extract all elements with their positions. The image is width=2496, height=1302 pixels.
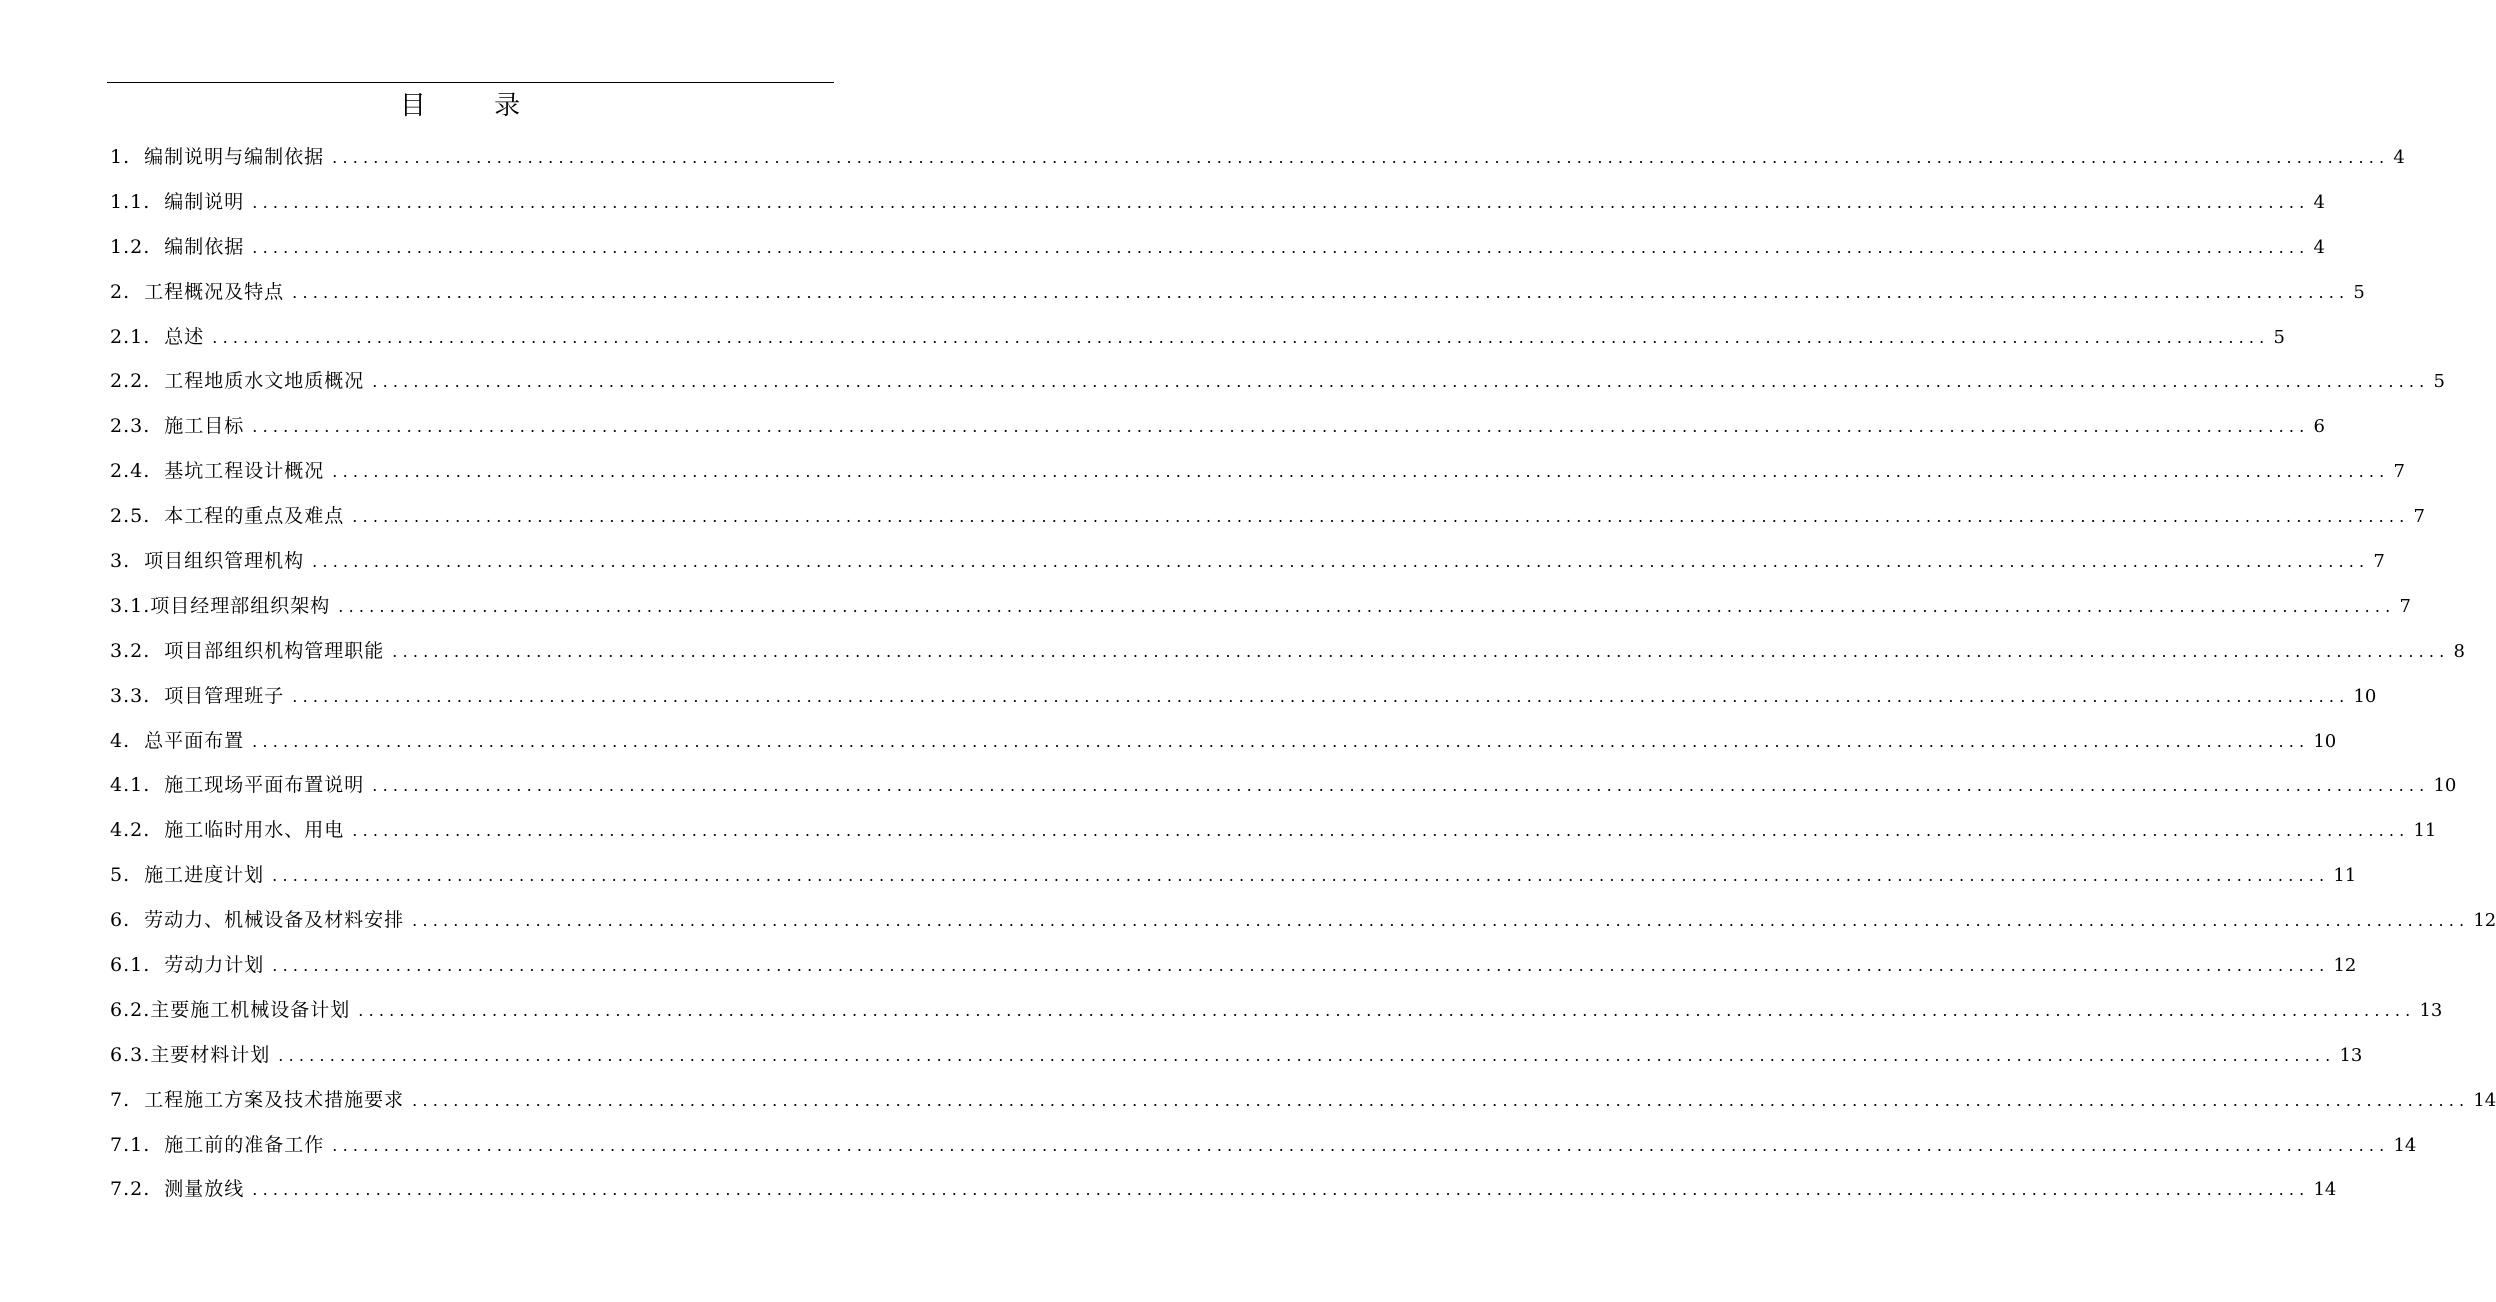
toc-entry-title: 施工进度计划 [144, 864, 265, 887]
toc-entry[interactable] [110, 455, 2405, 500]
toc-dot-leader: ........................................................................................................................................................................................................ [332, 148, 2390, 167]
toc-dot-leader: ........................................................................................................................................................................................................ [392, 641, 2450, 661]
toc-dot-leader: ........................................................................................................................................................................................................ [372, 776, 2430, 796]
toc-entry[interactable] [110, 141, 2405, 186]
toc-entry-title: 施工前的准备工作 [164, 1133, 325, 1156]
toc-entry-page-number: 11 [2413, 820, 2437, 842]
toc-entry-number: 3.1. [110, 594, 151, 617]
toc-entry-title: 施工现场平面布置说明 [164, 774, 365, 797]
toc-dot-leader: ........................................................................................................................................................................................................ [412, 911, 2470, 931]
toc-entry[interactable] [110, 814, 2437, 859]
toc-dot-leader: ........................................................................................................................................................................................................ [212, 327, 2270, 347]
toc-dot-leader: ........................................................................................................................................................................................................ [278, 1045, 2336, 1065]
toc-dot-leader: ........................................................................................................................................................................................................ [358, 1000, 2416, 1020]
toc-entry[interactable] [110, 994, 2443, 1039]
toc-entry-number: 5. [110, 864, 131, 887]
toc-entry[interactable] [110, 365, 2445, 410]
toc-entry-page-number: 5 [2353, 281, 2365, 303]
toc-entry-number: 3.2. [110, 639, 151, 662]
toc-dot-leader: ........................................................................................................................................................................................................ [252, 417, 2310, 437]
toc-entry[interactable] [110, 680, 2377, 725]
toc-dot-leader: ........................................................................................................................................................................................................ [272, 956, 2330, 976]
toc-entry-title: 项目经理部组织架构 [150, 594, 331, 617]
toc-entry-page-number: 12 [2333, 955, 2357, 977]
toc-entry-title: 项目组织管理机构 [144, 550, 305, 573]
toc-entry[interactable] [110, 276, 2365, 321]
toc-entry[interactable] [110, 949, 2357, 994]
toc-entry-number: 2.5. [110, 505, 151, 528]
toc-entry[interactable] [110, 500, 2425, 545]
toc-entry[interactable] [110, 1173, 2337, 1218]
toc-entry-page-number: 7 [2399, 595, 2411, 617]
toc-entry-title: 主要材料计划 [150, 1043, 271, 1066]
toc-entry-number: 1. [110, 146, 131, 168]
toc-entry-page-number: 13 [2339, 1044, 2363, 1066]
toc-dot-leader: ........................................................................................................................................................................................................ [252, 731, 2310, 751]
toc-entry-title: 施工临时用水、用电 [164, 819, 345, 842]
toc-entry[interactable] [110, 1129, 2417, 1174]
toc-entry-title: 劳动力、机械设备及材料安排 [144, 909, 405, 932]
toc-entry-number: 2.1. [110, 325, 151, 348]
toc-entry-page-number: 7 [2393, 461, 2405, 483]
toc-entry-number: 4. [110, 729, 131, 752]
toc-entry-page-number: 10 [2313, 730, 2337, 752]
toc-entry-title: 工程施工方案及技术措施要求 [144, 1088, 405, 1111]
toc-dot-leader: ........................................................................................................................................................................................................ [338, 596, 2396, 616]
toc-dot-leader: ........................................................................................................................................................................................................ [252, 192, 2310, 212]
toc-entry[interactable] [110, 1084, 2496, 1129]
toc-dot-leader: ........................................................................................................................................................................................................ [352, 507, 2410, 527]
toc-dot-leader: ........................................................................................................................................................................................................ [292, 686, 2350, 706]
toc-entry-title: 项目管理班子 [164, 684, 285, 707]
toc-entry-number: 6.1. [110, 954, 151, 977]
toc-entry-title: 工程概况及特点 [144, 280, 285, 303]
toc-entry-page-number: 14 [2473, 1089, 2496, 1111]
toc-dot-leader: ........................................................................................................................................................................................................ [252, 1180, 2310, 1200]
toc-dot-leader: ........................................................................................................................................................................................................ [352, 821, 2410, 841]
toc-entry-page-number: 4 [2313, 236, 2325, 258]
toc-entry-page-number: 4 [2313, 191, 2325, 213]
toc-entry-title: 工程地质水文地质概况 [164, 370, 365, 393]
toc-dot-leader: ........................................................................................................................................................................................................ [332, 1135, 2390, 1155]
toc-entry[interactable] [110, 859, 2357, 904]
toc-entry[interactable] [110, 231, 2325, 276]
toc-entry-title: 主要施工机械设备计划 [150, 998, 351, 1021]
toc-entry-title: 总述 [164, 325, 205, 348]
toc-entry-page-number: 14 [2313, 1179, 2337, 1201]
toc-entry-title: 测量放线 [164, 1178, 245, 1201]
toc-entry-page-number: 8 [2453, 640, 2465, 662]
toc-entry-title: 编制说明与编制依据 [144, 146, 325, 168]
toc-entry-number: 7. [110, 1088, 131, 1111]
toc-entry[interactable] [110, 186, 2325, 231]
toc-entry-page-number: 4 [2393, 147, 2405, 168]
toc-entry-number: 6.2. [110, 998, 151, 1021]
toc-entry[interactable] [110, 635, 2465, 680]
toc-entry[interactable] [110, 545, 2385, 590]
toc-entry-title: 本工程的重点及难点 [164, 505, 345, 528]
toc-entry-number: 3. [110, 550, 131, 573]
toc-entry-page-number: 11 [2333, 865, 2357, 887]
toc-entry[interactable] [110, 590, 2411, 635]
toc-dot-leader: ........................................................................................................................................................................................................ [412, 1090, 2470, 1110]
table-of-contents [110, 141, 2496, 1218]
toc-dot-leader: ........................................................................................................................................................................................................ [252, 237, 2310, 257]
toc-dot-leader: ........................................................................................................................................................................................................ [312, 552, 2370, 572]
toc-entry-number: 7.2. [110, 1178, 151, 1201]
toc-dot-leader: ........................................................................................................................................................................................................ [372, 372, 2430, 392]
toc-entry-number: 4.2. [110, 819, 151, 842]
toc-entry-title: 基坑工程设计概况 [164, 460, 325, 483]
toc-entry-number: 7.1. [110, 1133, 151, 1156]
toc-entry-title: 编制说明 [164, 190, 245, 213]
toc-entry-number: 4.1. [110, 774, 151, 797]
toc-entry-page-number: 5 [2273, 326, 2285, 348]
toc-entry-title: 施工目标 [164, 415, 245, 438]
toc-entry[interactable] [110, 321, 2285, 366]
toc-entry-title: 编制依据 [164, 235, 245, 258]
toc-dot-leader: ........................................................................................................................................................................................................ [292, 282, 2350, 302]
toc-entry[interactable] [110, 1039, 2363, 1084]
toc-entry-title: 劳动力计划 [164, 954, 265, 977]
toc-entry[interactable] [110, 904, 2496, 949]
toc-dot-leader: ........................................................................................................................................................................................................ [332, 462, 2390, 482]
toc-entry-number: 6.3. [110, 1043, 151, 1066]
toc-entry-number: 2. [110, 280, 131, 303]
toc-dot-leader: ........................................................................................................................................................................................................ [272, 866, 2330, 886]
toc-entry-page-number: 10 [2353, 685, 2377, 707]
toc-entry-page-number: 10 [2433, 775, 2457, 797]
toc-entry-number: 6. [110, 909, 131, 932]
toc-entry-title: 总平面布置 [144, 729, 245, 752]
toc-entry-number: 3.3. [110, 684, 151, 707]
toc-entry-page-number: 12 [2473, 910, 2496, 932]
toc-entry-page-number: 7 [2413, 506, 2425, 528]
toc-entry-number: 1.1. [110, 190, 151, 213]
toc-entry-number: 1.2. [110, 235, 151, 258]
toc-entry-title: 项目部组织机构管理职能 [164, 639, 385, 662]
toc-entry-page-number: 5 [2433, 371, 2445, 393]
toc-entry-number: 2.4. [110, 460, 151, 483]
toc-entry-page-number: 6 [2313, 416, 2325, 438]
toc-entry-page-number: 7 [2373, 551, 2385, 573]
header-rule [107, 82, 834, 83]
toc-entry-page-number: 13 [2419, 999, 2443, 1021]
toc-entry-number: 2.3. [110, 415, 151, 438]
toc-entry[interactable] [110, 769, 2457, 814]
toc-entry-page-number: 14 [2393, 1134, 2417, 1156]
toc-title: 目 录 [399, 91, 551, 121]
toc-entry[interactable] [110, 410, 2325, 455]
toc-entry[interactable] [110, 725, 2337, 770]
toc-entry-number: 2.2. [110, 370, 151, 393]
